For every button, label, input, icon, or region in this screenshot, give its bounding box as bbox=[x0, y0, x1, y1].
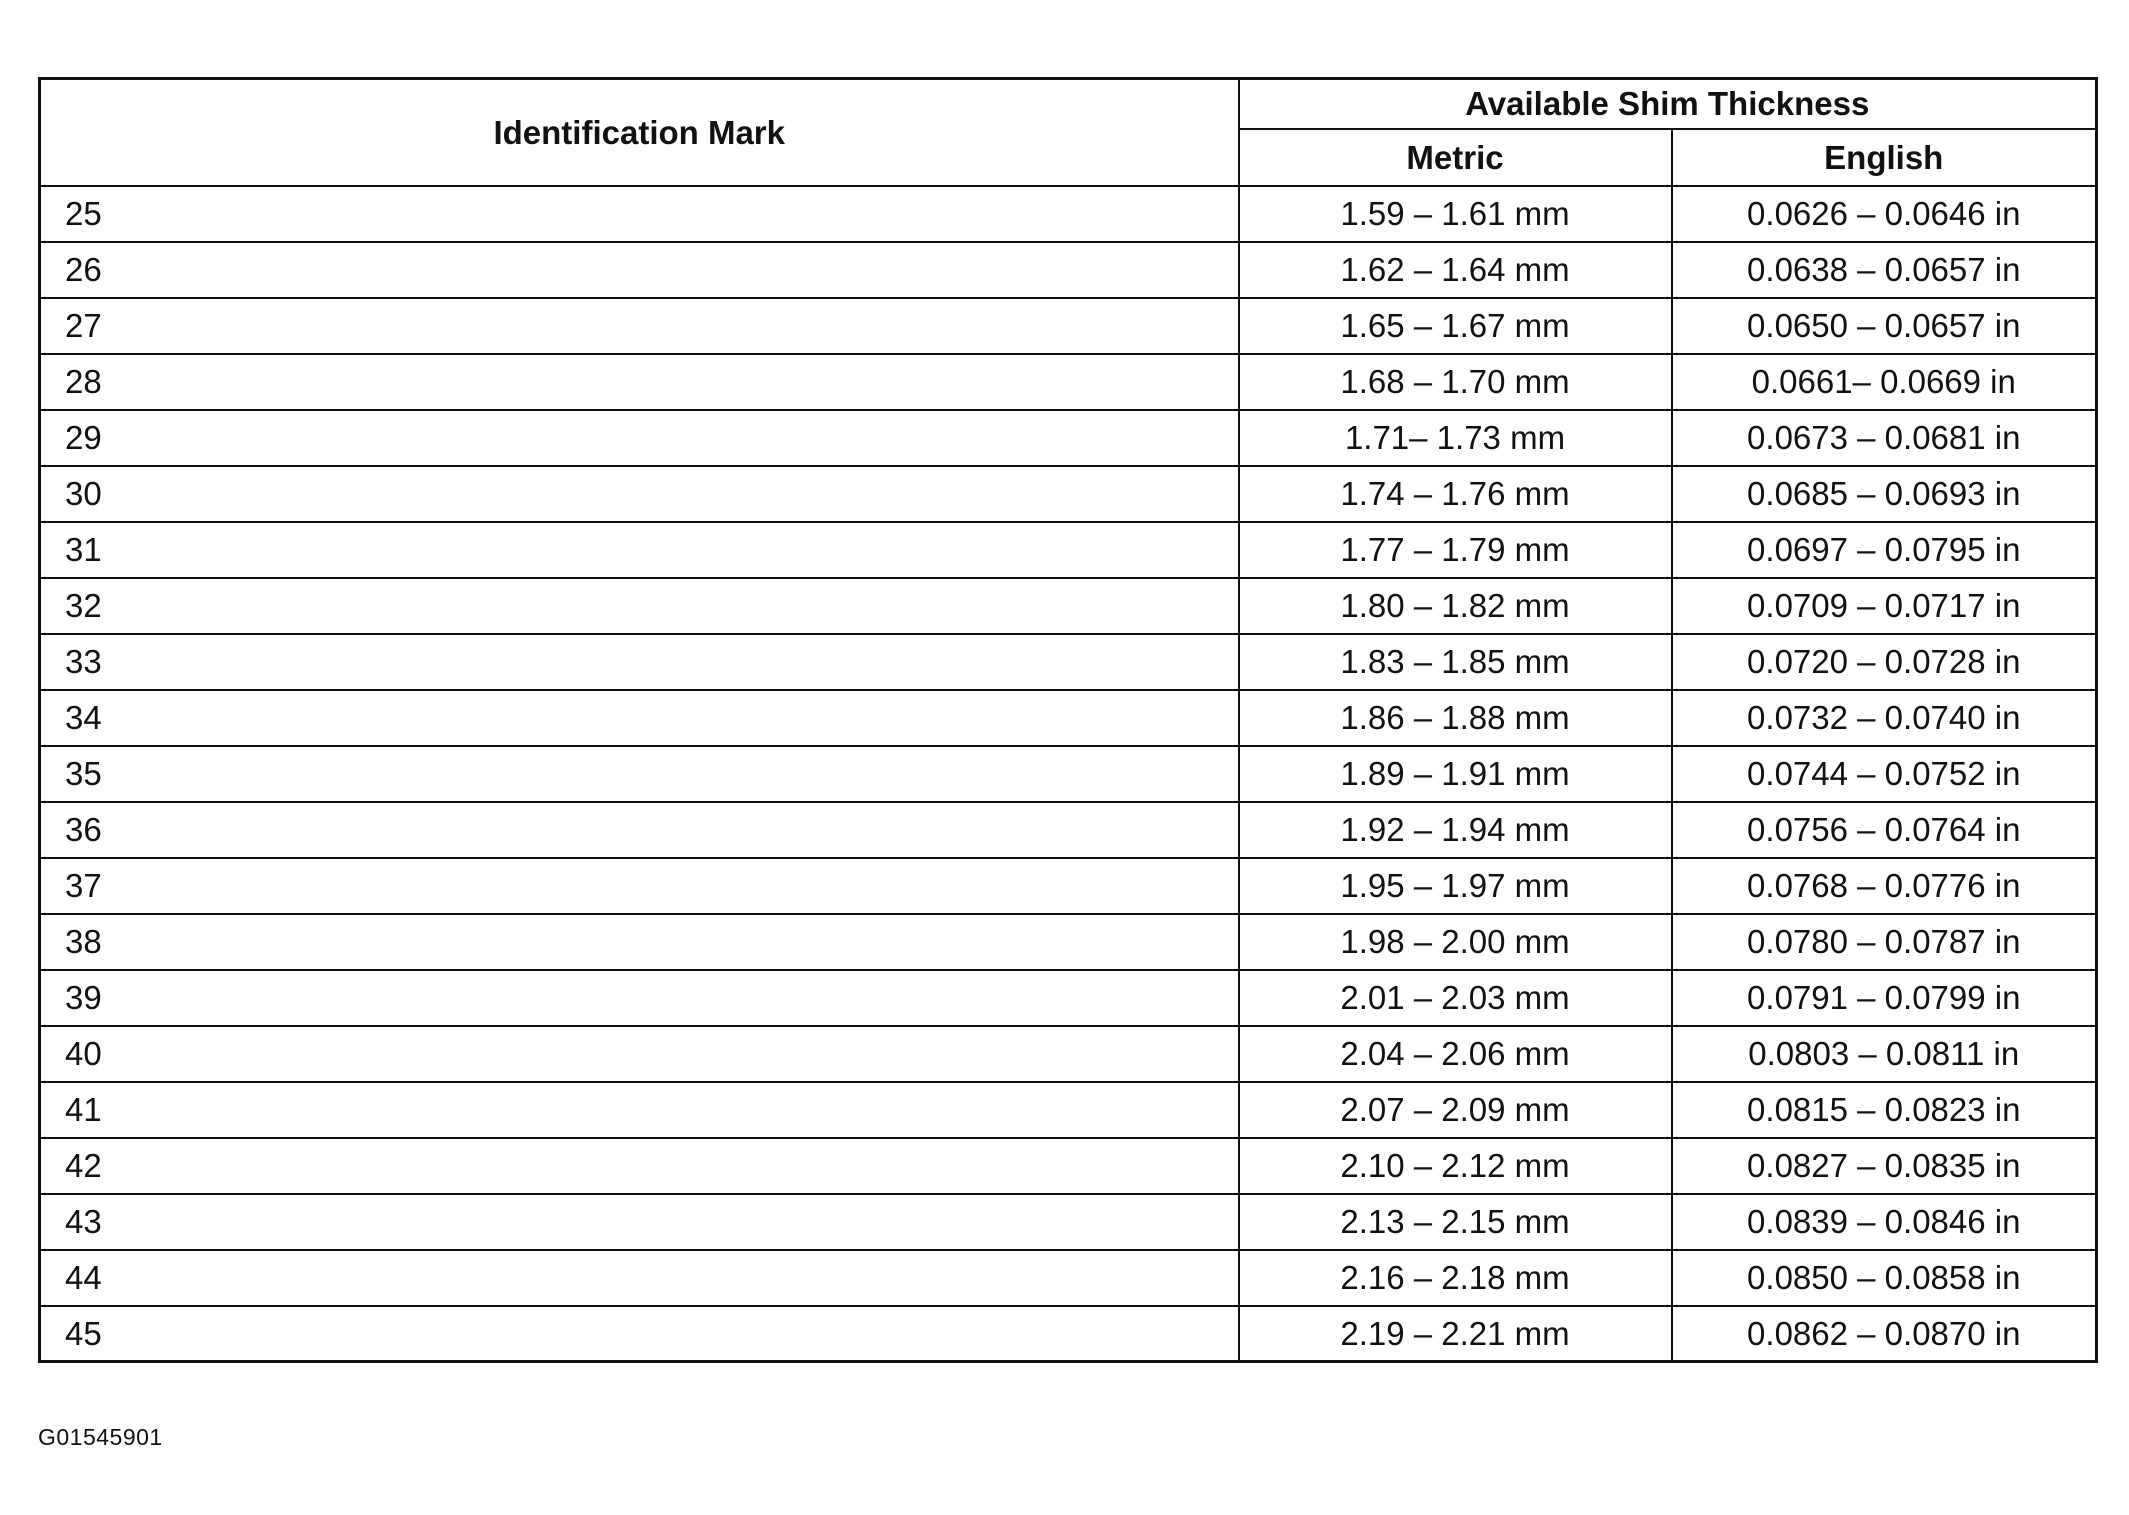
header-english: English bbox=[1672, 129, 2097, 186]
figure-id-label: G01545901 bbox=[38, 1424, 163, 1450]
table-row bbox=[40, 522, 2097, 578]
identification-mark-cell: 33 bbox=[40, 634, 1239, 690]
english-thickness-cell: 0.0661– 0.0669 in bbox=[1672, 354, 2097, 410]
table-row bbox=[40, 298, 2097, 354]
table-row bbox=[40, 1306, 2097, 1362]
english-thickness-cell: 0.0839 – 0.0846 in bbox=[1672, 1194, 2097, 1250]
table-row bbox=[40, 1138, 2097, 1194]
table-header bbox=[40, 79, 2097, 186]
identification-mark-cell: 28 bbox=[40, 354, 1239, 410]
identification-mark-cell: 30 bbox=[40, 466, 1239, 522]
metric-thickness-cell: 2.13 – 2.15 mm bbox=[1239, 1194, 1672, 1250]
metric-thickness-cell: 1.83 – 1.85 mm bbox=[1239, 634, 1672, 690]
metric-thickness-cell: 2.04 – 2.06 mm bbox=[1239, 1026, 1672, 1082]
english-thickness-cell: 0.0744 – 0.0752 in bbox=[1672, 746, 2097, 802]
table-row bbox=[40, 578, 2097, 634]
header-row-group bbox=[40, 79, 2097, 129]
table-row bbox=[40, 746, 2097, 802]
english-thickness-cell: 0.0685 – 0.0693 in bbox=[1672, 466, 2097, 522]
metric-thickness-cell: 2.07 – 2.09 mm bbox=[1239, 1082, 1672, 1138]
table-row bbox=[40, 690, 2097, 746]
metric-thickness-cell: 2.16 – 2.18 mm bbox=[1239, 1250, 1672, 1306]
metric-thickness-cell: 1.68 – 1.70 mm bbox=[1239, 354, 1672, 410]
table-row bbox=[40, 802, 2097, 858]
english-thickness-cell: 0.0815 – 0.0823 in bbox=[1672, 1082, 2097, 1138]
english-thickness-cell: 0.0780 – 0.0787 in bbox=[1672, 914, 2097, 970]
table-row bbox=[40, 634, 2097, 690]
metric-thickness-cell: 1.98 – 2.00 mm bbox=[1239, 914, 1672, 970]
metric-thickness-cell: 1.95 – 1.97 mm bbox=[1239, 858, 1672, 914]
table-row bbox=[40, 1026, 2097, 1082]
metric-thickness-cell: 1.80 – 1.82 mm bbox=[1239, 578, 1672, 634]
metric-thickness-cell: 1.71– 1.73 mm bbox=[1239, 410, 1672, 466]
table-row bbox=[40, 186, 2097, 242]
metric-thickness-cell: 1.92 – 1.94 mm bbox=[1239, 802, 1672, 858]
english-thickness-cell: 0.0756 – 0.0764 in bbox=[1672, 802, 2097, 858]
english-thickness-cell: 0.0732 – 0.0740 in bbox=[1672, 690, 2097, 746]
table-body bbox=[40, 186, 2097, 1362]
metric-thickness-cell: 2.10 – 2.12 mm bbox=[1239, 1138, 1672, 1194]
identification-mark-cell: 41 bbox=[40, 1082, 1239, 1138]
english-thickness-cell: 0.0673 – 0.0681 in bbox=[1672, 410, 2097, 466]
identification-mark-cell: 38 bbox=[40, 914, 1239, 970]
table-row bbox=[40, 1194, 2097, 1250]
table-row bbox=[40, 970, 2097, 1026]
table-row bbox=[40, 242, 2097, 298]
header-metric: Metric bbox=[1239, 129, 1672, 186]
english-thickness-cell: 0.0803 – 0.0811 in bbox=[1672, 1026, 2097, 1082]
metric-thickness-cell: 1.59 – 1.61 mm bbox=[1239, 186, 1672, 242]
english-thickness-cell: 0.0638 – 0.0657 in bbox=[1672, 242, 2097, 298]
english-thickness-cell: 0.0791 – 0.0799 in bbox=[1672, 970, 2097, 1026]
identification-mark-cell: 44 bbox=[40, 1250, 1239, 1306]
identification-mark-cell: 39 bbox=[40, 970, 1239, 1026]
table-row bbox=[40, 858, 2097, 914]
identification-mark-cell: 25 bbox=[40, 186, 1239, 242]
metric-thickness-cell: 1.86 – 1.88 mm bbox=[1239, 690, 1672, 746]
identification-mark-cell: 26 bbox=[40, 242, 1239, 298]
table-row bbox=[40, 914, 2097, 970]
english-thickness-cell: 0.0862 – 0.0870 in bbox=[1672, 1306, 2097, 1362]
header-identification-mark: Identification Mark bbox=[40, 79, 1239, 186]
identification-mark-cell: 29 bbox=[40, 410, 1239, 466]
table-row bbox=[40, 410, 2097, 466]
table-row bbox=[40, 1082, 2097, 1138]
identification-mark-cell: 40 bbox=[40, 1026, 1239, 1082]
header-available-shim-thickness: Available Shim Thickness bbox=[1239, 79, 2097, 129]
english-thickness-cell: 0.0697 – 0.0795 in bbox=[1672, 522, 2097, 578]
english-thickness-cell: 0.0827 – 0.0835 in bbox=[1672, 1138, 2097, 1194]
metric-thickness-cell: 1.77 – 1.79 mm bbox=[1239, 522, 1672, 578]
english-thickness-cell: 0.0768 – 0.0776 in bbox=[1672, 858, 2097, 914]
identification-mark-cell: 35 bbox=[40, 746, 1239, 802]
metric-thickness-cell: 1.65 – 1.67 mm bbox=[1239, 298, 1672, 354]
identification-mark-cell: 34 bbox=[40, 690, 1239, 746]
english-thickness-cell: 0.0850 – 0.0858 in bbox=[1672, 1250, 2097, 1306]
identification-mark-cell: 36 bbox=[40, 802, 1239, 858]
metric-thickness-cell: 1.89 – 1.91 mm bbox=[1239, 746, 1672, 802]
shim-thickness-table bbox=[38, 77, 2098, 1363]
english-thickness-cell: 0.0720 – 0.0728 in bbox=[1672, 634, 2097, 690]
english-thickness-cell: 0.0626 – 0.0646 in bbox=[1672, 186, 2097, 242]
metric-thickness-cell: 2.01 – 2.03 mm bbox=[1239, 970, 1672, 1026]
english-thickness-cell: 0.0650 – 0.0657 in bbox=[1672, 298, 2097, 354]
table-row bbox=[40, 1250, 2097, 1306]
identification-mark-cell: 37 bbox=[40, 858, 1239, 914]
metric-thickness-cell: 2.19 – 2.21 mm bbox=[1239, 1306, 1672, 1362]
english-thickness-cell: 0.0709 – 0.0717 in bbox=[1672, 578, 2097, 634]
table-row bbox=[40, 466, 2097, 522]
identification-mark-cell: 32 bbox=[40, 578, 1239, 634]
identification-mark-cell: 27 bbox=[40, 298, 1239, 354]
identification-mark-cell: 42 bbox=[40, 1138, 1239, 1194]
table-row bbox=[40, 354, 2097, 410]
metric-thickness-cell: 1.62 – 1.64 mm bbox=[1239, 242, 1672, 298]
identification-mark-cell: 45 bbox=[40, 1306, 1239, 1362]
identification-mark-cell: 31 bbox=[40, 522, 1239, 578]
identification-mark-cell: 43 bbox=[40, 1194, 1239, 1250]
metric-thickness-cell: 1.74 – 1.76 mm bbox=[1239, 466, 1672, 522]
